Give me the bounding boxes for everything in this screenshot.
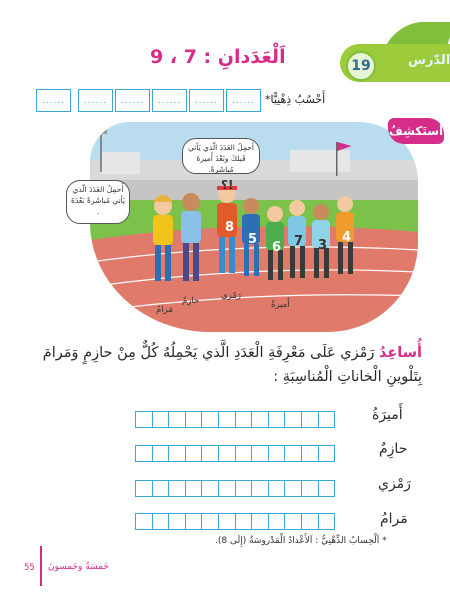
answer-cell[interactable]	[235, 445, 253, 462]
mental-math-box[interactable]: ......	[115, 89, 150, 112]
page-title: اَلْعَدَدانِ : 7 ، 9	[150, 46, 286, 68]
page-number-words: خَمسَةٌ وخَمسونَ	[48, 562, 109, 572]
child-name-label: مَرامُ	[156, 305, 173, 315]
mental-math-box[interactable]: ......	[189, 89, 224, 112]
answer-cell[interactable]	[235, 480, 253, 497]
answer-cell[interactable]	[185, 445, 203, 462]
answer-row-label: حازِمٌ	[379, 441, 408, 457]
answer-cell[interactable]	[135, 480, 153, 497]
answer-cell[interactable]	[135, 411, 153, 428]
answer-cell[interactable]	[168, 513, 186, 530]
answer-row-label: مَرامُ	[380, 511, 408, 527]
answer-cell[interactable]	[218, 480, 236, 497]
answer-cells	[135, 513, 334, 530]
answer-cell[interactable]	[201, 445, 219, 462]
answer-cell[interactable]	[218, 513, 236, 530]
question-text	[42, 341, 422, 389]
child-name-label: حازِمٌ	[182, 296, 200, 306]
child-name-label: رَمْزي	[221, 291, 242, 301]
explore-tag: أَستَكشِفُ	[388, 118, 444, 144]
shirt-number: 3	[318, 238, 328, 253]
answer-row-label: أَميرَةُ	[372, 407, 403, 423]
answer-cell[interactable]	[185, 411, 203, 428]
shirt-number: 8	[225, 220, 235, 235]
answer-cell[interactable]	[201, 513, 219, 530]
answer-cell[interactable]	[284, 445, 302, 462]
speech-bubble-left: أَحمِلُ العَدَدَ الّذي يَأتي مُباشَرةً بَعْدَهُ .	[66, 180, 130, 224]
answer-cell[interactable]	[284, 480, 302, 497]
answer-cell[interactable]	[235, 411, 253, 428]
shirt-number: 7	[294, 234, 304, 249]
speech-bubble-right: أحمِلُ العَدَدَ الّذي يَأتي قَبلكَ وبَعْدَ أَميرةَ مُباشَرةً.	[182, 138, 260, 174]
answer-cell[interactable]	[268, 513, 286, 530]
mental-math-box[interactable]: ......	[226, 89, 261, 112]
answer-cell[interactable]	[251, 445, 269, 462]
answer-cell[interactable]	[218, 411, 236, 428]
answer-cell[interactable]	[218, 445, 236, 462]
footer-divider	[40, 546, 42, 586]
answer-cells	[135, 445, 334, 462]
answer-cell[interactable]	[301, 480, 319, 497]
answer-cells	[135, 480, 334, 497]
answer-cell[interactable]	[152, 411, 170, 428]
answer-cell[interactable]	[168, 411, 186, 428]
mental-math-box[interactable]: ......	[36, 89, 71, 112]
answer-cell[interactable]	[152, 445, 170, 462]
answer-cell[interactable]	[284, 411, 302, 428]
answer-cell[interactable]	[318, 480, 336, 497]
answer-cell[interactable]	[135, 513, 153, 530]
answer-cell[interactable]	[268, 411, 286, 428]
answer-cell[interactable]	[251, 411, 269, 428]
answer-cell[interactable]	[201, 411, 219, 428]
answer-cell[interactable]	[152, 513, 170, 530]
footnote: * اَلْحِسابُ الذِّهْنِيُّ : اَلأَعْدادُ الْمَدْروسَةُ (إِلَى 8).	[215, 536, 387, 546]
answer-cell[interactable]	[301, 445, 319, 462]
child-name-label: أَميرةُ	[271, 300, 290, 310]
answer-cell[interactable]	[251, 513, 269, 530]
answer-cell[interactable]	[301, 513, 319, 530]
shirt-number: 6	[272, 240, 282, 255]
page-number: 55	[24, 563, 35, 573]
answer-cell[interactable]	[185, 513, 203, 530]
answer-cell[interactable]	[268, 445, 286, 462]
answer-cell[interactable]	[318, 513, 336, 530]
answer-cell[interactable]	[318, 411, 336, 428]
answer-cell[interactable]	[201, 480, 219, 497]
answer-cell[interactable]	[301, 411, 319, 428]
mental-math-label: أَحْسُبُ ذِهْنِيًّا*	[265, 93, 326, 106]
answer-cell[interactable]	[168, 480, 186, 497]
question-body: رَمْزي عَلَى مَعْرِفَةِ الْعَدَدِ الَّذي يَحْمِلُهُ كُلٌّ مِنْ حازِمٍ وَمَرامَ بِتَلْوينِ الْخاناتِ الْمُناسِبَةِ :	[42, 345, 422, 385]
question-mark-label: ؟!	[221, 178, 234, 192]
answer-cell[interactable]	[235, 513, 253, 530]
answer-cell[interactable]	[135, 445, 153, 462]
answer-cell[interactable]	[185, 480, 203, 497]
answer-cell[interactable]	[318, 445, 336, 462]
answer-cell[interactable]	[168, 445, 186, 462]
question-verb: أُساعِدُ	[379, 345, 422, 361]
answer-cell[interactable]	[268, 480, 286, 497]
answer-cell[interactable]	[251, 480, 269, 497]
answer-cell[interactable]	[284, 513, 302, 530]
mental-math-box[interactable]: ......	[152, 89, 187, 112]
answer-cells	[135, 411, 334, 428]
mental-math-box[interactable]: ......	[78, 89, 113, 112]
shirt-number: 4	[342, 230, 352, 245]
lesson-word: الدّرس	[408, 53, 450, 68]
shirt-number: 5	[248, 232, 258, 247]
answer-cell[interactable]	[152, 480, 170, 497]
answer-row-label: رَمْزي	[378, 476, 411, 492]
lesson-number-badge: 19	[346, 51, 376, 81]
